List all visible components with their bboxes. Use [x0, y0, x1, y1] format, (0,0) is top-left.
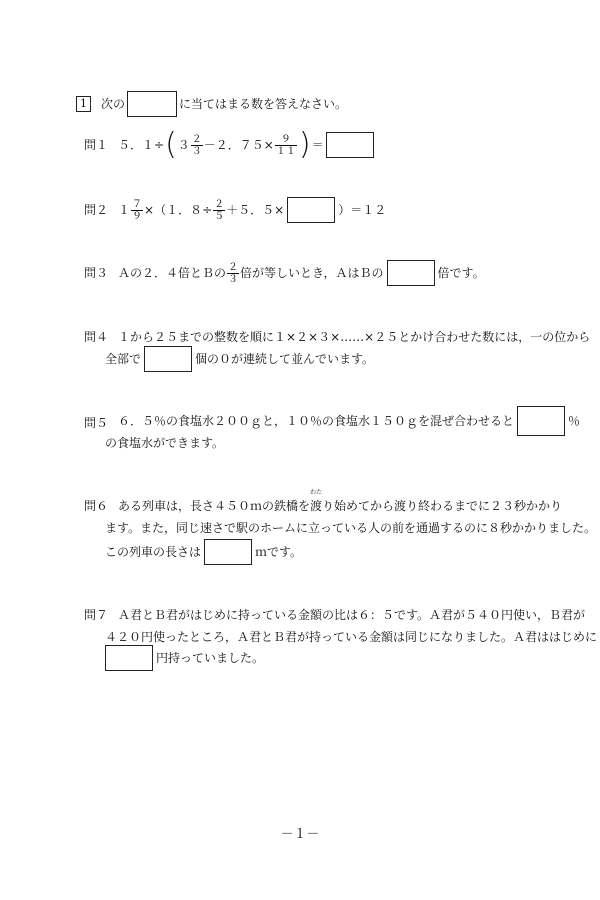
q1-close-paren: ) — [298, 127, 311, 162]
q6-term1: この列車の長さは — [105, 545, 202, 559]
q7-label: 問７ — [84, 608, 109, 622]
q3-label: 問３ — [84, 266, 109, 280]
q6-ruby-base: 渡 — [310, 499, 323, 513]
q2-term3: ）＝１２ — [338, 203, 387, 217]
q1-expression — [118, 126, 374, 164]
instruction-post: に当てはまる数を答えなさい。 — [179, 97, 348, 111]
q2-label: 問２ — [84, 203, 109, 217]
q3-term2: 倍が等しいとき，ＡはＢの — [240, 266, 384, 280]
q3-fraction — [227, 262, 239, 285]
q2-fraction-2 — [213, 199, 225, 222]
q1-f1-numerator: ２ — [191, 133, 202, 145]
q1-equals: ＝ — [311, 138, 324, 152]
q6-answer-box[interactable] — [204, 539, 252, 565]
q4-line1: １から２５までの整数を順に１×２×３×……×２５とかけ合わせた数には，一の位から — [118, 330, 591, 344]
q1-open-paren: ( — [165, 127, 177, 162]
answer-box-example — [127, 91, 177, 117]
q6-text1a: ある列車は，長さ４５０ｍの鉄橋を — [118, 499, 311, 513]
page-number: －１－ — [280, 827, 320, 842]
q2-term1: ×（１．８÷ — [144, 203, 213, 217]
q1-f2-denominator: １１ — [275, 145, 296, 157]
q2-answer-box[interactable] — [287, 197, 335, 223]
q2-term2: ＋５．５× — [226, 203, 285, 217]
q3-f-denominator: ３ — [228, 273, 239, 285]
q6-ruby-reading: わた — [310, 489, 323, 496]
q7-line2: ４２０円使ったところ，Ａ君とＢ君が持っている金額は同じになりました。Ａ君ははじめに — [105, 630, 598, 644]
q7-answer-box[interactable] — [105, 645, 153, 671]
q6-term2: ｍです。 — [255, 545, 303, 559]
q4-answer-box[interactable] — [144, 346, 192, 372]
q3-term3: 倍です。 — [437, 266, 485, 280]
q4-label: 問４ — [84, 330, 109, 344]
q5-answer-box[interactable] — [517, 406, 565, 436]
q2-fraction-1 — [131, 199, 143, 222]
q2-f1-numerator: ７ — [132, 198, 143, 210]
q1-mixed-whole: ３ — [177, 138, 190, 152]
q4-term1: 全部で — [105, 352, 142, 366]
q1-answer-box[interactable] — [326, 132, 374, 158]
q3-term1: Ａの２．４倍とＢの — [118, 266, 227, 280]
q6-line2: ます。また，同じ速さで駅のホームに立っている人の前を通過するのに８秒かかりました。 — [105, 521, 597, 535]
q6-ruby — [310, 489, 323, 515]
q2-f2-numerator: ２ — [214, 198, 225, 210]
q2-f1-denominator: ９ — [132, 210, 143, 222]
q2-f2-denominator: ５ — [214, 210, 225, 222]
section-header — [76, 91, 347, 117]
q6-label: 問６ — [84, 499, 109, 513]
q6-line1 — [118, 489, 563, 515]
q7-term2: 円持っていました。 — [156, 651, 265, 665]
q2-mixed-whole: １ — [118, 203, 131, 217]
q1-fraction-1 — [191, 134, 203, 157]
q1-term1: ５．１÷ — [118, 138, 165, 152]
q1-f2-numerator: ９ — [280, 133, 291, 145]
q5-line2: の食塩水ができます。 — [105, 436, 225, 450]
q7-line3 — [105, 645, 264, 671]
q3-answer-box[interactable] — [387, 260, 435, 286]
q1-fraction-2 — [275, 134, 297, 157]
q6-line3 — [105, 539, 302, 565]
q5-line1 — [118, 406, 580, 436]
instruction-pre: 次の — [101, 97, 126, 111]
q3-f-numerator: ２ — [228, 261, 239, 273]
section-number: 1 — [76, 96, 91, 112]
q7-line1: Ａ君とＢ君がはじめに持っている金額の比は６：５です。Ａ君が５４０円使い，Ｂ君が — [118, 608, 586, 622]
q1-term2: －２．７５× — [203, 138, 274, 152]
q3-text — [118, 256, 485, 290]
q2-expression — [118, 192, 386, 228]
q6-text1b: り始めてから渡り終わるまでに２３秒かかり — [322, 499, 563, 513]
q5-text1: ６．５％の食塩水２００ｇと，１０％の食塩水１５０ｇを混ぜ合わせると — [118, 414, 515, 428]
q1-f1-denominator: ３ — [191, 145, 202, 157]
q5-label: 問５ — [84, 416, 109, 430]
q4-line2 — [105, 346, 374, 372]
q5-unit: ％ — [568, 414, 581, 428]
q4-term2: 個の０が連続して並んでいます。 — [195, 352, 375, 366]
q1-label: 問１ — [84, 138, 109, 152]
